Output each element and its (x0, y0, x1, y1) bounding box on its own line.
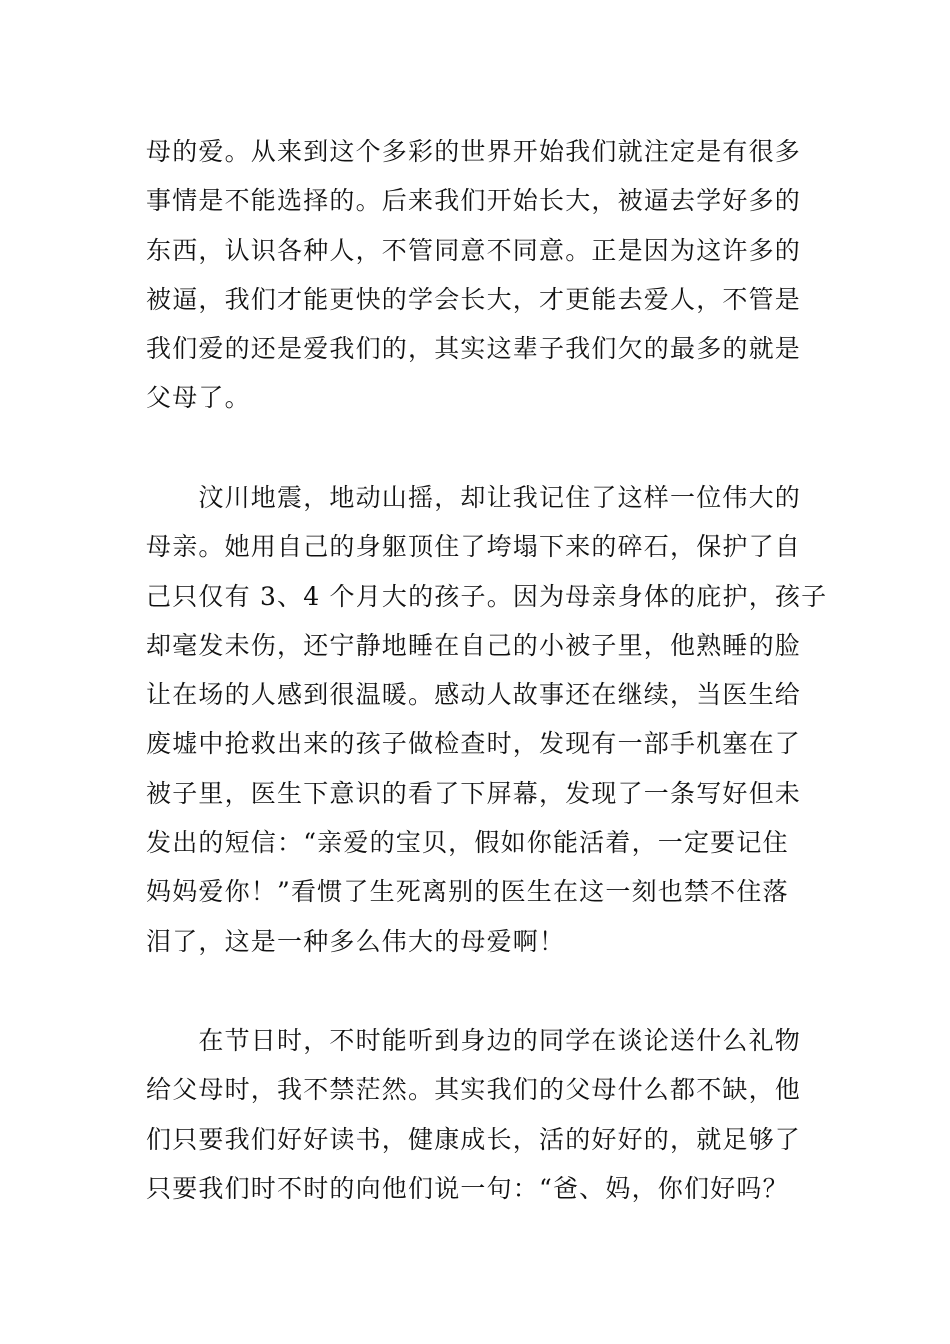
text-line: 被子里，医生下意识的看了下屏幕，发现了一条写好但未 (146, 778, 802, 808)
paragraph-1 (146, 127, 806, 423)
text-line: 给父母时，我不禁茫然。其实我们的父母什么都不缺，他 (146, 1075, 802, 1105)
text-line: 事情是不能选择的。后来我们开始长大，被逼去学好多的 (146, 186, 802, 216)
text-line: 己只仅有 3、4 个月大的孩子。因为母亲身体的庇护，孩子 (146, 581, 828, 611)
text-line: 发出的短信：“亲爱的宝贝，假如你能活着，一定要记住 (146, 828, 789, 858)
text-line: 我们爱的还是爱我们的，其实这辈子我们欠的最多的就是 (146, 334, 802, 364)
text-line: 汶川地震，地动山摇，却让我记住了这样一位伟大的 (146, 483, 802, 512)
text-line: 母的爱。从来到这个多彩的世界开始我们就注定是有很多 (146, 137, 802, 166)
text-line: 们只要我们好好读书，健康成长，活的好好的，就足够了 (146, 1124, 802, 1154)
text-line: 妈妈爱你！”看惯了生死离别的医生在这一刻也禁不住落 (146, 877, 789, 907)
text-line: 泪了，这是一种多么伟大的母爱啊！ (146, 926, 566, 956)
paragraph-2 (146, 473, 828, 966)
paragraph-3 (146, 1016, 806, 1213)
text-line: 被逼，我们才能更快的学会长大，才更能去爱人，不管是 (146, 284, 802, 314)
text-line: 在节日时，不时能听到身边的同学在谈论送什么礼物 (146, 1026, 802, 1055)
text-line: 让在场的人感到很温暖。感动人故事还在继续，当医生给 (146, 680, 802, 710)
text-line: 父母了。 (146, 383, 251, 413)
text-line: 母亲。她用自己的身躯顶住了垮塌下来的碎石，保护了自 (146, 532, 802, 562)
text-line: 却毫发未伤，还宁静地睡在自己的小被子里，他熟睡的脸 (146, 630, 802, 660)
text-line: 东西，认识各种人，不管同意不同意。正是因为这许多的 (146, 235, 802, 265)
text-line: 只要我们时不时的向他们说一句：“爸、妈，你们好吗？ (146, 1173, 789, 1203)
text-line: 废墟中抢救出来的孩子做检查时，发现有一部手机塞在了 (146, 729, 802, 759)
